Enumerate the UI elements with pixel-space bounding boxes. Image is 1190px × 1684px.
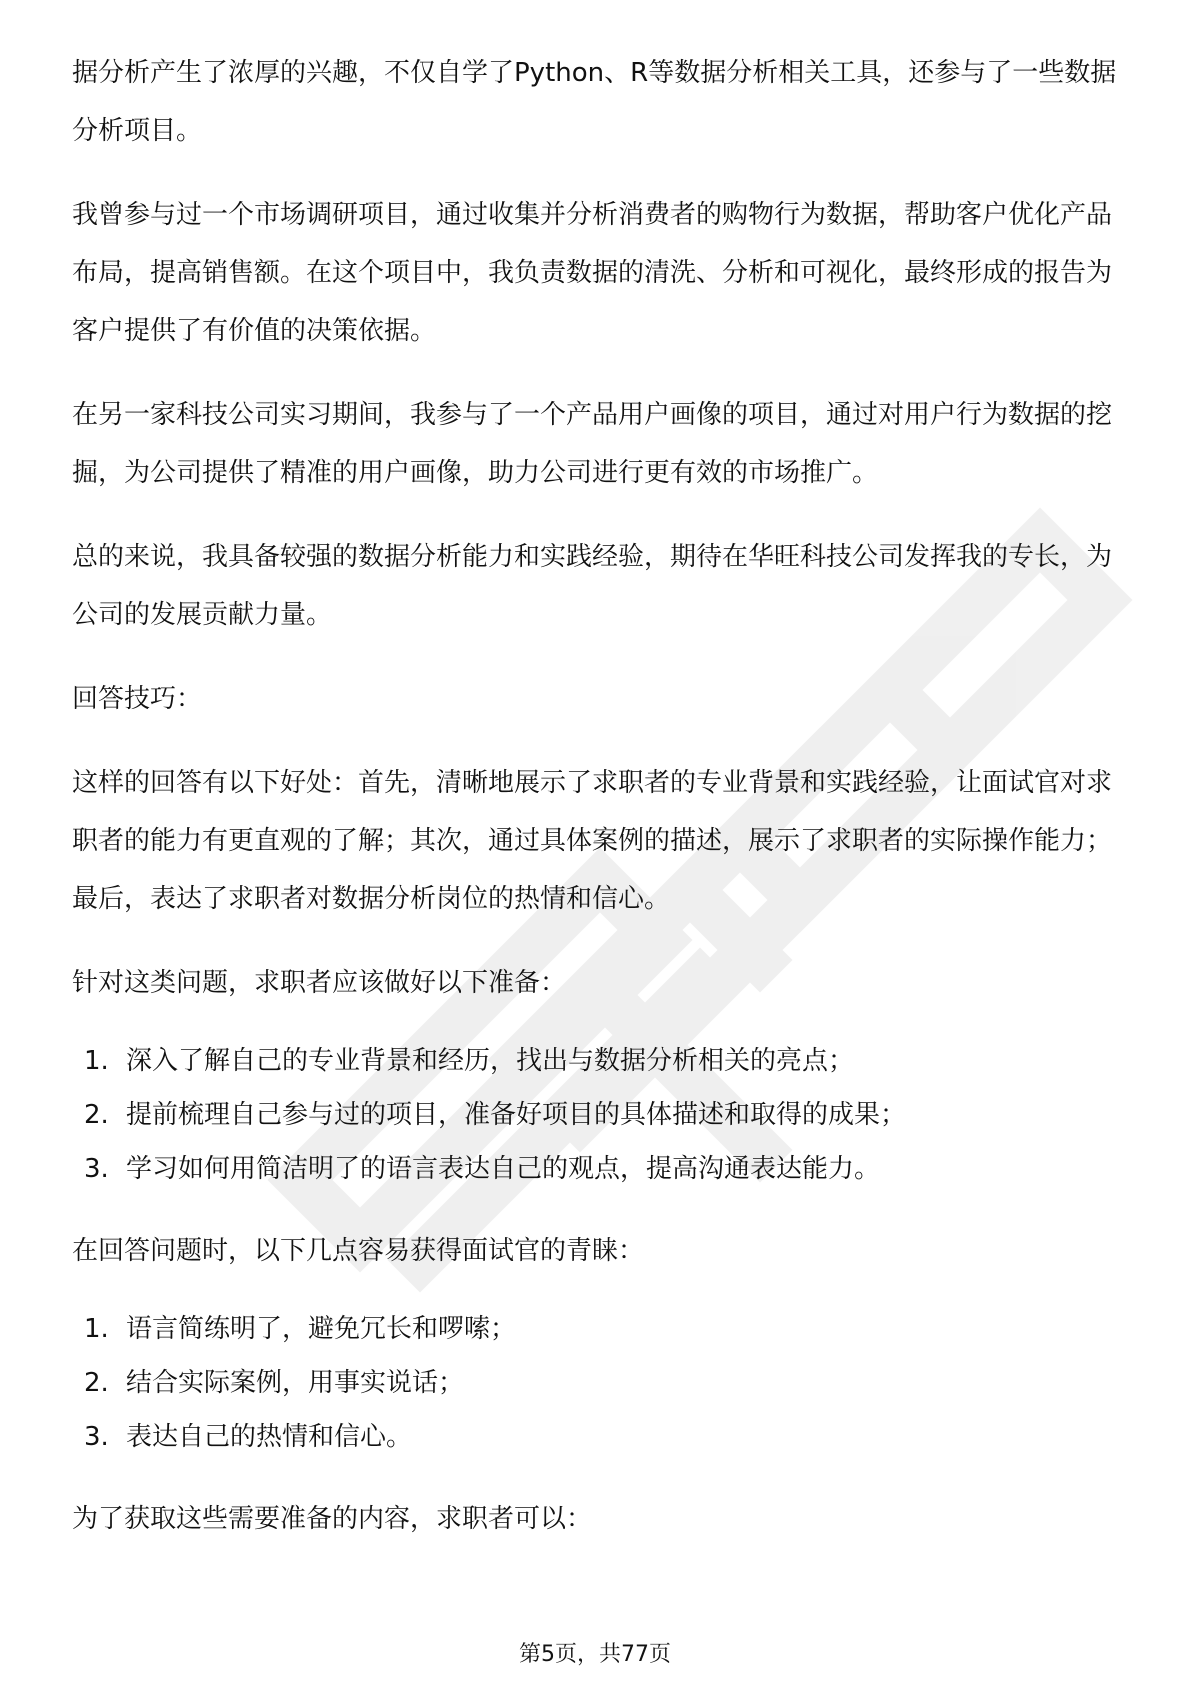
favor-list [72,1302,1132,1464]
list-number: 2. [84,1368,109,1398]
prep-list [72,1034,1132,1196]
list-item [72,1088,1132,1142]
list-text: 表达自己的热情和信心。 [126,1422,413,1452]
list-item [72,1142,1132,1196]
list-number: 1. [84,1314,109,1344]
paragraph: 总的来说，我具备较强的数据分析能力和实践经验，期待在华旺科技公司发挥我的专长，为公司的发展贡献力量。 [72,542,1113,630]
list-number: 3. [84,1422,109,1452]
section-heading-tips: 回答技巧： [72,684,203,714]
list-text: 结合实际案例，用事实说话； [126,1368,465,1398]
page-number: 第5页，共77页 [519,1642,671,1667]
list-item [72,1302,1132,1356]
document-body [72,44,1132,1574]
list-item [72,1410,1132,1464]
list-text: 深入了解自己的专业背景和经历，找出与数据分析相关的亮点； [126,1046,855,1076]
paragraph: 据分析产生了浓厚的兴趣，不仅自学了Python、R等数据分析相关工具，还参与了一些数据分析项目。 [72,58,1117,146]
list-item [72,1034,1132,1088]
paragraph: 在另一家科技公司实习期间，我参与了一个产品用户画像的项目，通过对用户行为数据的挖掘，为公司提供了精准的用户画像，助力公司进行更有效的市场推广。 [72,400,1113,488]
paragraph: 我曾参与过一个市场调研项目，通过收集并分析消费者的购物行为数据，帮助客户优化产品布局，提高销售额。在这个项目中，我负责数据的清洗、分析和可视化，最终形成的报告为客户提供了有价值的决策依据。 [72,200,1113,346]
list-number: 2. [84,1100,109,1130]
list-text: 学习如何用简洁明了的语言表达自己的观点，提高沟通表达能力。 [126,1154,881,1184]
section-heading-final: 为了获取这些需要准备的内容，求职者可以： [72,1504,593,1534]
section-heading-favor: 在回答问题时，以下几点容易获得面试官的青睐： [72,1236,645,1266]
list-text: 提前梳理自己参与过的项目，准备好项目的具体描述和取得的成果； [126,1100,907,1130]
list-number: 1. [84,1046,109,1076]
list-item [72,1356,1132,1410]
list-number: 3. [84,1154,109,1184]
section-heading-prep: 针对这类问题，求职者应该做好以下准备： [72,968,567,998]
paragraph-tips: 这样的回答有以下好处：首先，清晰地展示了求职者的专业背景和实践经验，让面试官对求职者的能力有更直观的了解；其次，通过具体案例的描述，展示了求职者的实际操作能力；最后，表达了求职者对数据分析岗位的热情和信心。 [72,768,1113,914]
list-text: 语言简练明了，避免冗长和啰嗦； [126,1314,517,1344]
